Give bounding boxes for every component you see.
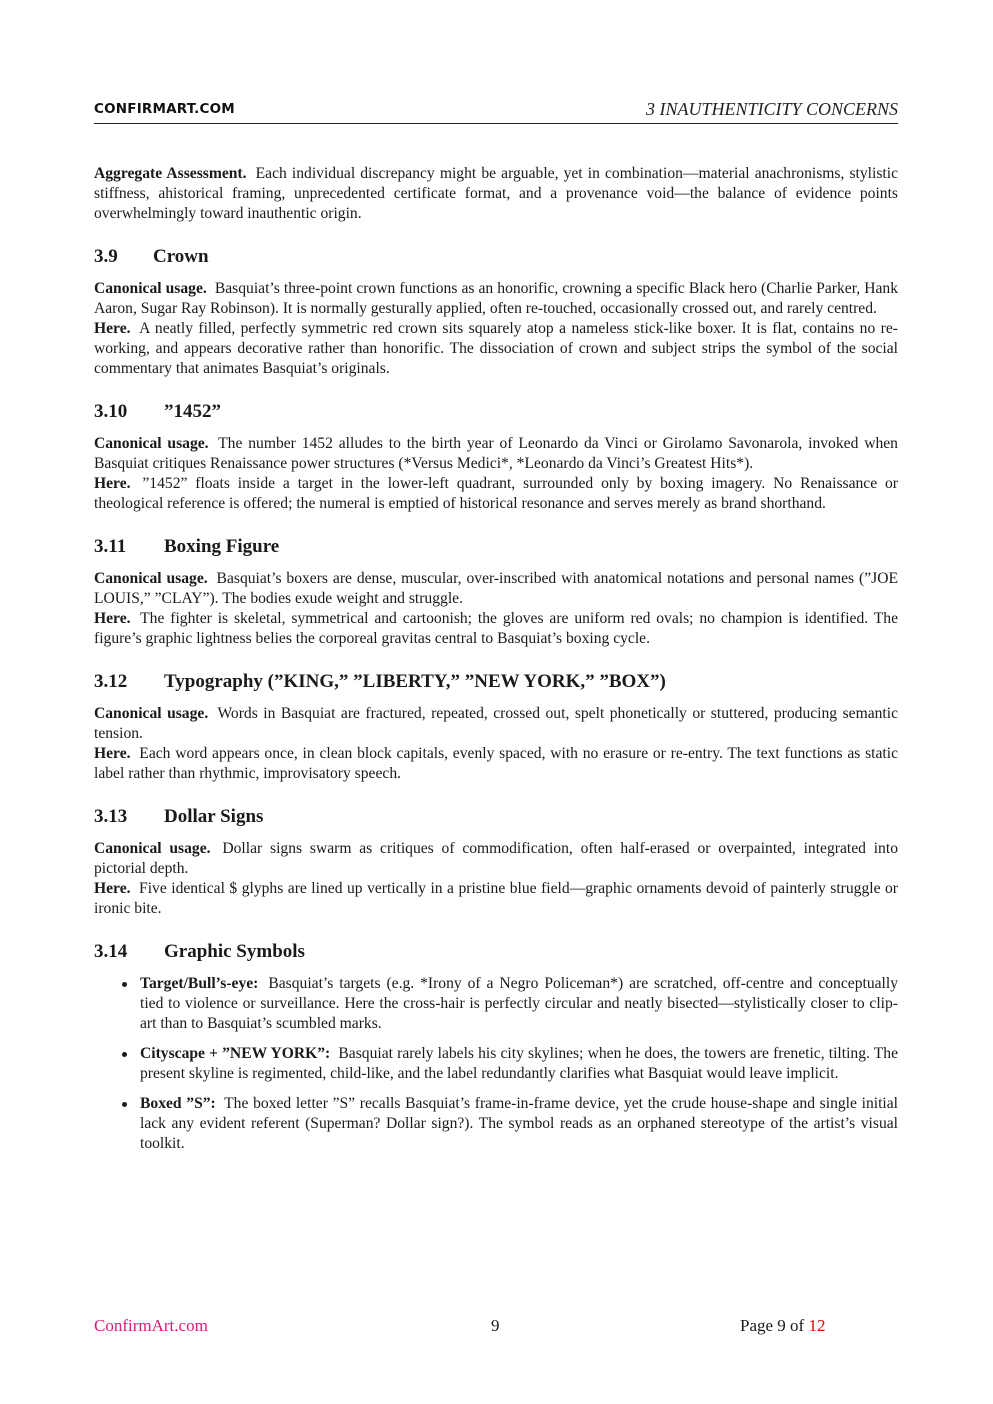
list-item [140,974,898,1034]
section-number: 3.12 [94,671,128,692]
here-paragraph [94,319,898,379]
here-label: Here. [94,610,131,627]
section-heading [94,941,898,963]
list-item [140,1044,898,1084]
graphic-symbols-list [94,974,898,1154]
canonical-usage-text: Dollar signs swarm as critiques of commodification, often half-erased or overpainted, integrated into pictorial depth. [94,840,898,877]
list-item-label: Boxed ”S”: [140,1095,216,1112]
canonical-usage-text: Basquiat’s boxers are dense, muscular, over-inscribed with anatomical notations and personal names (”JOE LOUIS,” ”CLAY”). The bodies exude weight and struggle. [94,570,898,607]
section-title: Boxing Figure [164,536,280,557]
section-title: Typography (”KING,” ”LIBERTY,” ”NEW YORK,” ”BOX”) [164,671,666,692]
section-title: Crown [153,246,209,267]
here-label: Here. [94,475,131,492]
section-number: 3.11 [94,536,127,557]
aggregate-assessment-paragraph [94,164,898,224]
canonical-usage-text: Basquiat’s three-point crown functions as an honorific, crowning a specific Black hero (Charlie Parker, Hank Aaron, Sugar Ray Robinson). It is normally gesturally applied, often re-touched, occasionally crossed out, and rarely centred. [94,280,898,317]
here-text: Each word appears once, in clean block capitals, evenly spaced, with no erasure or re-entry. The text functions as static label rather than rhythmic, improvisatory speech. [94,745,898,782]
aggregate-assessment-text: Each individual discrepancy might be arguable, yet in combination—material anachronisms, stylistic stiffness, ahistorical framing, unprecedented certificate format, and a provenance void—the balance of evidence points overwhelmingly toward inauthentic origin. [94,165,898,222]
section-boxing-figure [94,536,898,649]
footer-page-total-link[interactable]: 12 [808,1316,826,1335]
here-label: Here. [94,320,131,337]
section-crown [94,246,898,379]
section-title: Dollar Signs [164,806,264,827]
list-item-text: Basquiat’s targets (e.g. *Irony of a Negro Policeman*) are scratched, off-centre and conceptually tied to violence or surveillance. Here the cross-hair is perfectly circular and neatly bisected—stylistically closer to clip-art than to Basquiat’s scumbled marks. [140,975,898,1032]
here-paragraph [94,474,898,514]
list-item-label: Cityscape + ”NEW YORK”: [140,1045,331,1062]
canonical-usage-label: Canonical usage. [94,570,208,587]
section-number: 3.14 [94,941,128,962]
section-number: 3.9 [94,246,118,267]
header-logo: CONFIRMART.COM [94,101,235,117]
here-paragraph [94,609,898,649]
canonical-usage-paragraph [94,434,898,474]
section-title: Graphic Symbols [164,941,305,962]
here-text: A neatly filled, perfectly symmetric red crown sits squarely atop a nameless stick-like boxer. It is flat, contains no re-working, and appears decorative rather than honorific. The dissociation of crown and subject strips the symbol of the social commentary that animates Basquiat’s originals. [94,320,898,377]
section-heading [94,671,898,693]
canonical-usage-label: Canonical usage. [94,280,207,297]
section-number: 3.13 [94,806,128,827]
canonical-usage-text: Words in Basquiat are fractured, repeated, crossed out, spelt phonetically or stuttered, producing semantic tension. [94,705,898,742]
canonical-usage-paragraph [94,839,898,879]
footer-page-count [740,1316,825,1336]
canonical-usage-label: Canonical usage. [94,705,209,722]
list-item [140,1094,898,1154]
section-heading [94,806,898,828]
list-item-text: The boxed letter ”S” recalls Basquiat’s frame-in-frame device, yet the crude house-shape and single initial lack any evident referent (Superman? Dollar sign?). The symbol reads as an orphaned stereotype of the artist’s visual toolkit. [140,1095,898,1152]
running-header [94,99,898,124]
here-text: Five identical $ glyphs are lined up vertically in a pristine blue field—graphic ornaments devoid of painterly struggle or ironic bite. [94,880,898,917]
header-section-title: 3 INAUTHENTICITY CONCERNS [645,99,898,119]
canonical-usage-label: Canonical usage. [94,840,211,857]
section-number: 3.10 [94,401,128,422]
main-content [94,164,898,1164]
section-typography [94,671,898,784]
footer-page-prefix: Page 9 of [740,1316,805,1335]
footer-site-link[interactable]: ConfirmArt.com [94,1316,208,1335]
section-dollar-signs [94,806,898,919]
canonical-usage-text: The number 1452 alludes to the birth year of Leonardo da Vinci or Girolamo Savonarola, invoked when Basquiat critiques Renaissance power structures (*Versus Medici*, *Leonardo da Vinci’s Greatest Hits*). [94,435,898,472]
canonical-usage-paragraph [94,704,898,744]
here-label: Here. [94,880,131,897]
aggregate-assessment-label: Aggregate Assessment. [94,165,247,182]
footer-page-number: 9 [491,1316,500,1335]
page-footer [94,1316,898,1338]
list-item-label: Target/Bull’s-eye: [140,975,259,992]
canonical-usage-paragraph [94,279,898,319]
section-title: ”1452” [164,401,221,422]
canonical-usage-label: Canonical usage. [94,435,209,452]
here-label: Here. [94,745,131,762]
list-item-text: Basquiat rarely labels his city skylines; when he does, the towers are frenetic, tilting. The present skyline is regimented, child-like, and the label redundantly clarifies what Basquiat would leave implicit. [140,1045,899,1082]
here-paragraph [94,744,898,784]
here-text: ”1452” floats inside a target in the lower-left quadrant, surrounded only by boxing imagery. No Renaissance or theological reference is offered; the numeral is emptied of historical resonance and serves merely as brand shorthand. [94,475,898,512]
section-1452 [94,401,898,514]
section-heading [94,536,898,558]
here-text: The fighter is skeletal, symmetrical and cartoonish; the gloves are uniform red ovals; no champion is identified. The figure’s graphic lightness belies the corporeal gravitas central to Basquiat’s boxing cycle. [94,610,898,647]
section-heading [94,246,898,268]
canonical-usage-paragraph [94,569,898,609]
section-heading [94,401,898,423]
section-graphic-symbols [94,941,898,1154]
here-paragraph [94,879,898,919]
